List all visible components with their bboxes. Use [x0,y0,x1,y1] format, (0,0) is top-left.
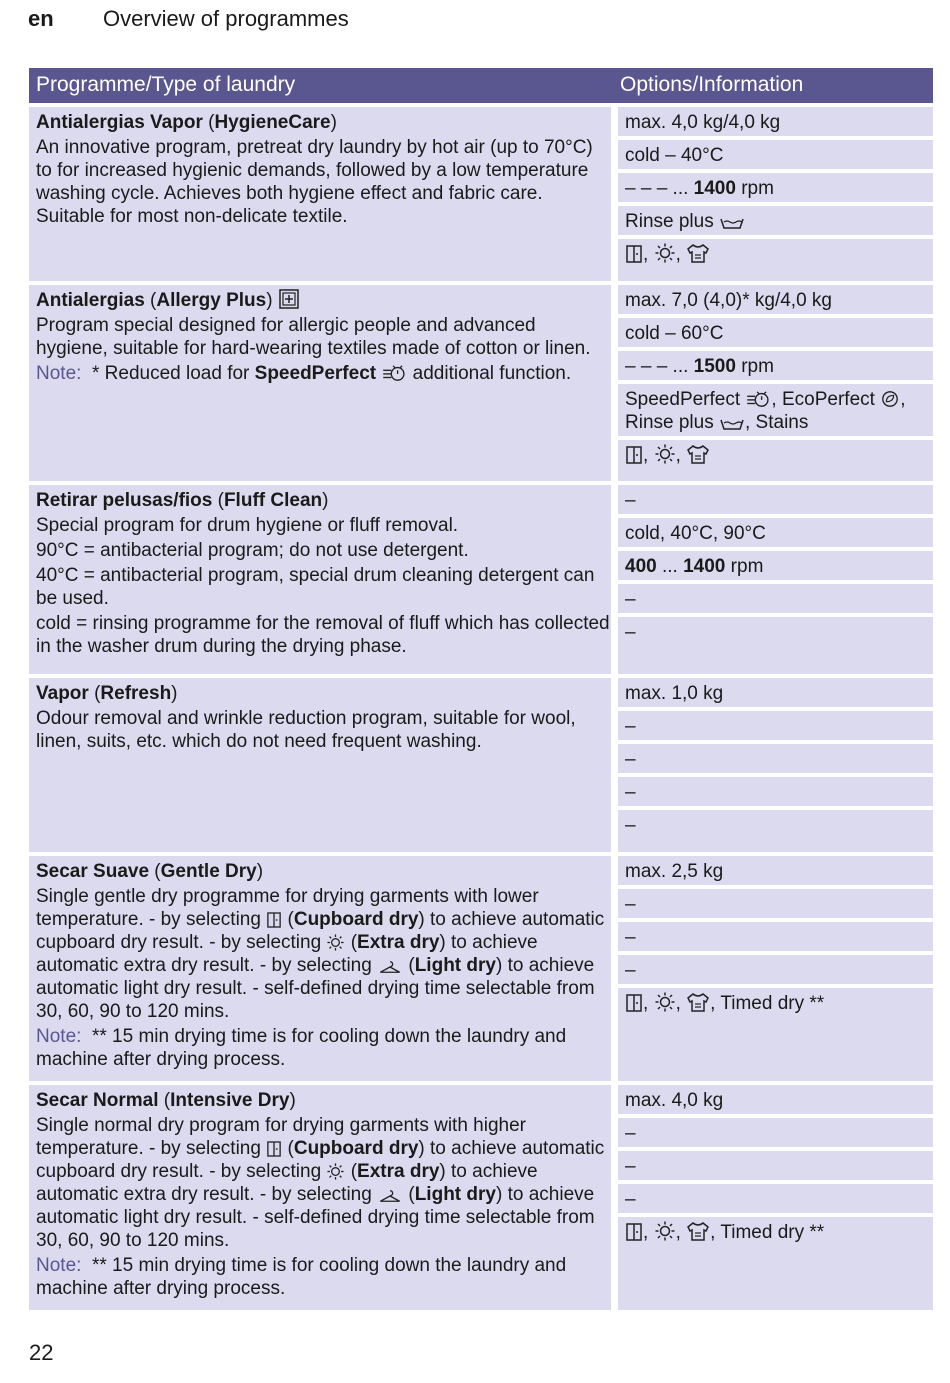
option-extras: – [618,773,933,806]
cupboard-dry-icon [626,994,642,1012]
program-row [29,856,933,1081]
program-note: Note: ** 15 min drying time is for cooling down the laundry and machine after drying process. [36,1255,567,1299]
program-row [29,678,933,852]
language-code: en [28,6,54,31]
program-note: Note: * Reduced load for SpeedPerfect additional function. [36,363,572,384]
col-header-options: Options/Information [620,73,804,96]
option-extras: SpeedPerfect , EcoPerfect , Rinse plus , Stains [618,380,933,436]
col-header-programme: Programme/Type of laundry [36,73,296,96]
option-spin: – – – ... 1500 rpm [618,347,933,380]
program-description-90: 90°C = antibacterial program; do not use detergent. [36,540,469,561]
option-dry-levels: – [618,613,933,674]
program-description-40: 40°C = antibacterial program, special drum cleaning detergent can be used. [36,565,595,609]
option-spin: – [618,1147,933,1180]
program-row [29,1085,933,1310]
extra-dry-icon [655,243,675,263]
program-description: Single normal dry program for drying garments with higher temperature. - by selecting (Cupboard dry) to achieve automatic cupboard dry result. - by selecting (Extra dry) to achieve automatic extra dry result. - by selecting (Light dry) to achieve automatic light dry result. - self-defined drying time selectable from 30, 60, 90 to 120 mins. [36,1115,605,1251]
option-load: max. 1,0 kg [618,678,933,707]
program-row [29,285,933,481]
option-load: max. 2,5 kg [618,856,933,885]
option-load: max. 4,0 kg [618,1085,933,1114]
option-load: max. 7,0 (4,0)* kg/4,0 kg [618,285,933,314]
page-number: 22 [29,1340,54,1365]
extra-dry-icon [327,1163,344,1180]
option-temperature: cold – 60°C [618,314,933,347]
allergy-plus-icon [279,289,299,309]
program-title: Antialergias Vapor (HygieneCare) [36,112,337,133]
speed-perfect-icon [746,390,770,408]
program-row [29,107,933,281]
extra-dry-icon [327,934,344,951]
option-temperature: cold, 40°C, 90°C [618,514,933,547]
program-description: An innovative program, pretreat dry laundry by hot air (up to 70°C) to for increased hygienic demands, followed by a low temperature washing cycle. Achieves both hygiene effect and fabric care. Suitable for most non-delicate textile. [36,137,593,227]
cupboard-dry-icon [267,1141,281,1157]
option-dry-levels: , , , Timed dry ** [618,984,933,1081]
program-title: Antialergias (Allergy Plus) [36,289,611,312]
programmes-table [29,68,933,1310]
table-header [29,68,933,103]
shirt-icon [687,444,709,464]
program-description-cold: cold = rinsing programme for the removal of fluff which has collected in the washer drum during the drying phase. [36,613,610,657]
program-row [29,485,933,674]
option-extras: – [618,580,933,613]
cupboard-dry-icon [626,245,642,263]
option-load: max. 4,0 kg/4,0 kg [618,107,933,136]
shirt-icon [687,243,709,263]
shirt-icon [687,1221,709,1241]
program-description: Single gentle dry programme for drying garments with lower temperature. - by selecting (Cupboard dry) to achieve automatic cupboard dry result. - by selecting (Extra dry) to achieve automatic extra dry result. - by selecting (Light dry) to achieve automatic light dry result. - self-defined drying time selectable from 30, 60, 90 to 120 mins. [36,886,605,1022]
cupboard-dry-icon [626,1223,642,1241]
rinse-plus-icon [720,216,744,230]
program-description: Odour removal and wrinkle reduction program, suitable for wool, linen, suits, etc. which do not need frequent washing. [36,708,576,752]
program-note: Note: ** 15 min drying time is for cooling down the laundry and machine after drying process. [36,1026,567,1070]
extra-dry-icon [655,444,675,464]
option-dry-levels: – [618,806,933,852]
option-temperature: – [618,885,933,918]
program-title: Secar Suave (Gentle Dry) [36,861,264,882]
option-dry-levels: , , [618,436,933,481]
option-temperature: – [618,1114,933,1147]
shirt-icon [687,992,709,1012]
option-dry-levels: , , , Timed dry ** [618,1213,933,1310]
eco-perfect-icon [881,390,899,408]
page-title: Overview of programmes [103,6,349,31]
option-load: – [618,485,933,514]
option-temperature: cold – 40°C [618,136,933,169]
option-spin: – [618,740,933,773]
program-description: Special program for drum hygiene or fluff removal. [36,515,459,536]
option-dry-levels: , , [618,235,933,281]
option-temperature: – [618,707,933,740]
light-dry-icon [378,1189,402,1203]
option-spin: – – – ... 1400 rpm [618,169,933,202]
program-description: Program special designed for allergic people and advanced hygiene, suitable for hard-wearing textiles made of cotton or linen. [36,315,591,359]
extra-dry-icon [655,992,675,1012]
program-title: Vapor (Refresh) [36,683,178,704]
rinse-plus-icon [720,417,744,431]
speed-perfect-icon [382,364,406,382]
option-spin: – [618,918,933,951]
cupboard-dry-icon [267,912,281,928]
option-extras: – [618,1180,933,1213]
cupboard-dry-icon [626,446,642,464]
option-extras: Rinse plus [618,202,933,235]
option-spin: 400 ... 1400 rpm [618,547,933,580]
program-title: Retirar pelusas/fios (Fluff Clean) [36,490,329,511]
extra-dry-icon [655,1221,675,1241]
light-dry-icon [378,960,402,974]
option-extras: – [618,951,933,984]
program-title: Secar Normal (Intensive Dry) [36,1090,296,1111]
